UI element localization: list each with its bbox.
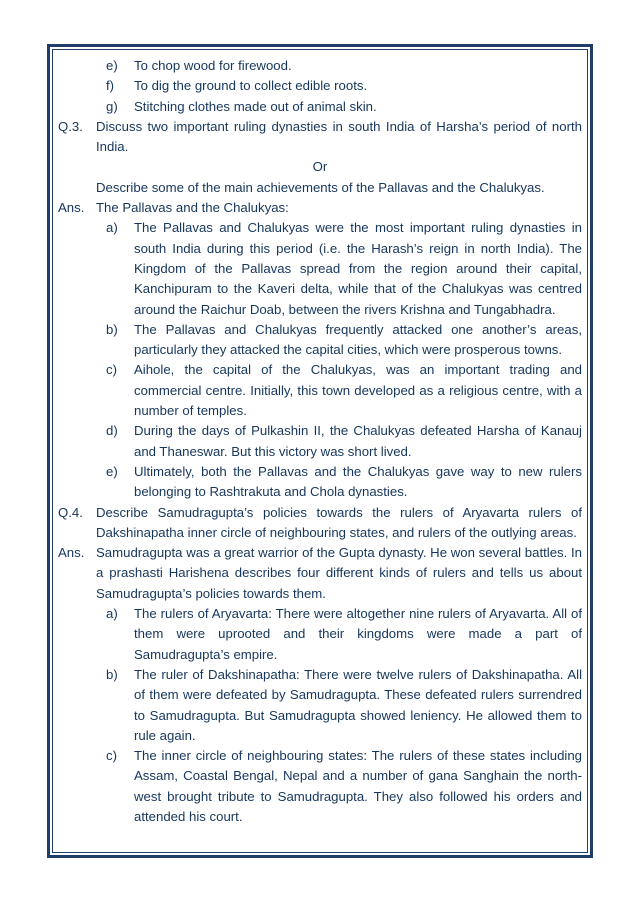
question-label: Q.3. <box>58 118 83 134</box>
point-label: a) <box>106 606 118 622</box>
answer-label: Ans. <box>58 545 85 561</box>
list-item <box>58 56 582 76</box>
list-item <box>58 97 582 117</box>
answer-q4 <box>58 543 582 604</box>
answer-point <box>58 421 582 462</box>
question-q4 <box>58 503 582 544</box>
point-text: The Pallavas and Chalukyas frequently attacked one another’s areas, particularly they attacked the capital cities, which were prosperous towns. <box>134 321 582 358</box>
point-label: b) <box>106 321 118 337</box>
answer-point <box>58 218 582 319</box>
point-text: The Pallavas and Chalukyas were the most important ruling dynasties in south India during this period (i.e. the Harash’s reign in north India). The Kingdom of the Pallavas spread from the region around their capital, Kanchipuram to the Kaveri delta, while that of the Chalukyas was centred around the Raichur Doab, between the rivers Krishna and Tungabhadra. <box>134 220 582 317</box>
alt-question-text: Describe some of the main achievements of the Pallavas and the Chalukyas. <box>96 179 545 195</box>
item-label: e) <box>106 58 118 73</box>
document-body <box>58 56 582 827</box>
answer-point <box>58 604 582 665</box>
answer-point <box>58 320 582 361</box>
point-label: c) <box>106 748 117 764</box>
point-label: a) <box>106 220 118 236</box>
point-text: Aihole, the capital of the Chalukyas, was an important trading and commercial centre. Initially, this town developed as a religious centre, with a number of temples. <box>134 362 582 419</box>
or-separator: Or <box>312 159 328 175</box>
item-label: f) <box>106 78 115 94</box>
question-text: Discuss two important ruling dynasties in south India of Harsha’s period of north India. <box>96 118 582 155</box>
point-text: Ultimately, both the Pallavas and the Chalukyas gave way to new rulers belonging to Rashtrakuta and Chola dynasties. <box>134 463 582 500</box>
question-text: Describe Samudragupta’s policies towards the rulers of Aryavarta rulers of Dakshinapatha inner circle of neighbouring states, and rulers of the outlying areas. <box>96 504 582 540</box>
point-label: e) <box>106 463 118 479</box>
answer-intro: Samudragupta was a great warrior of the Gupta dynasty. He won several battles. In a prashasti Harishena describes four different kinds of rulers and tells us about Samudragupta’s policies towards them. <box>96 545 582 601</box>
point-label: c) <box>106 362 117 378</box>
point-label: b) <box>106 666 118 682</box>
question-label: Q.4. <box>58 504 83 520</box>
answer-point <box>58 665 582 746</box>
answer-point <box>58 746 582 827</box>
answer-q3 <box>58 198 582 218</box>
point-text: The rulers of Aryavarta: There were altogether nine rulers of Aryavarta. All of them were uprooted and their kingdoms were made a part of Samudragupta’s empire. <box>134 606 582 662</box>
point-label: d) <box>106 423 118 439</box>
item-text: To chop wood for firewood. <box>134 58 292 73</box>
point-text: The inner circle of neighbouring states: The rulers of these states including Assam, Coastal Bengal, Nepal and a number of gana Sanghain the north-west brought tribute to Samudragupta. They also followed his orders and attended his court. <box>134 748 582 824</box>
answer-label: Ans. <box>58 200 85 216</box>
answer-intro: The Pallavas and the Chalukyas: <box>96 200 289 216</box>
point-text: During the days of Pulkashin II, the Chalukyas defeated Harsha of Kanauj and Thaneswar. But this victory was short lived. <box>134 423 582 459</box>
list-item <box>58 76 582 96</box>
item-text: Stitching clothes made out of animal skin. <box>134 98 377 114</box>
point-text: The ruler of Dakshinapatha: There were twelve rulers of Dakshinapatha. All of them were defeated by Samudragupta. These defeated rulers surrendred to Samudragupta. But Samudragupta showed leniency. He allowed them to rule again. <box>134 666 582 743</box>
answer-point <box>58 360 582 421</box>
item-label: g) <box>106 98 118 114</box>
item-text: To dig the ground to collect edible roots. <box>134 78 368 94</box>
question-q3 <box>58 117 582 158</box>
answer-point <box>58 462 582 503</box>
